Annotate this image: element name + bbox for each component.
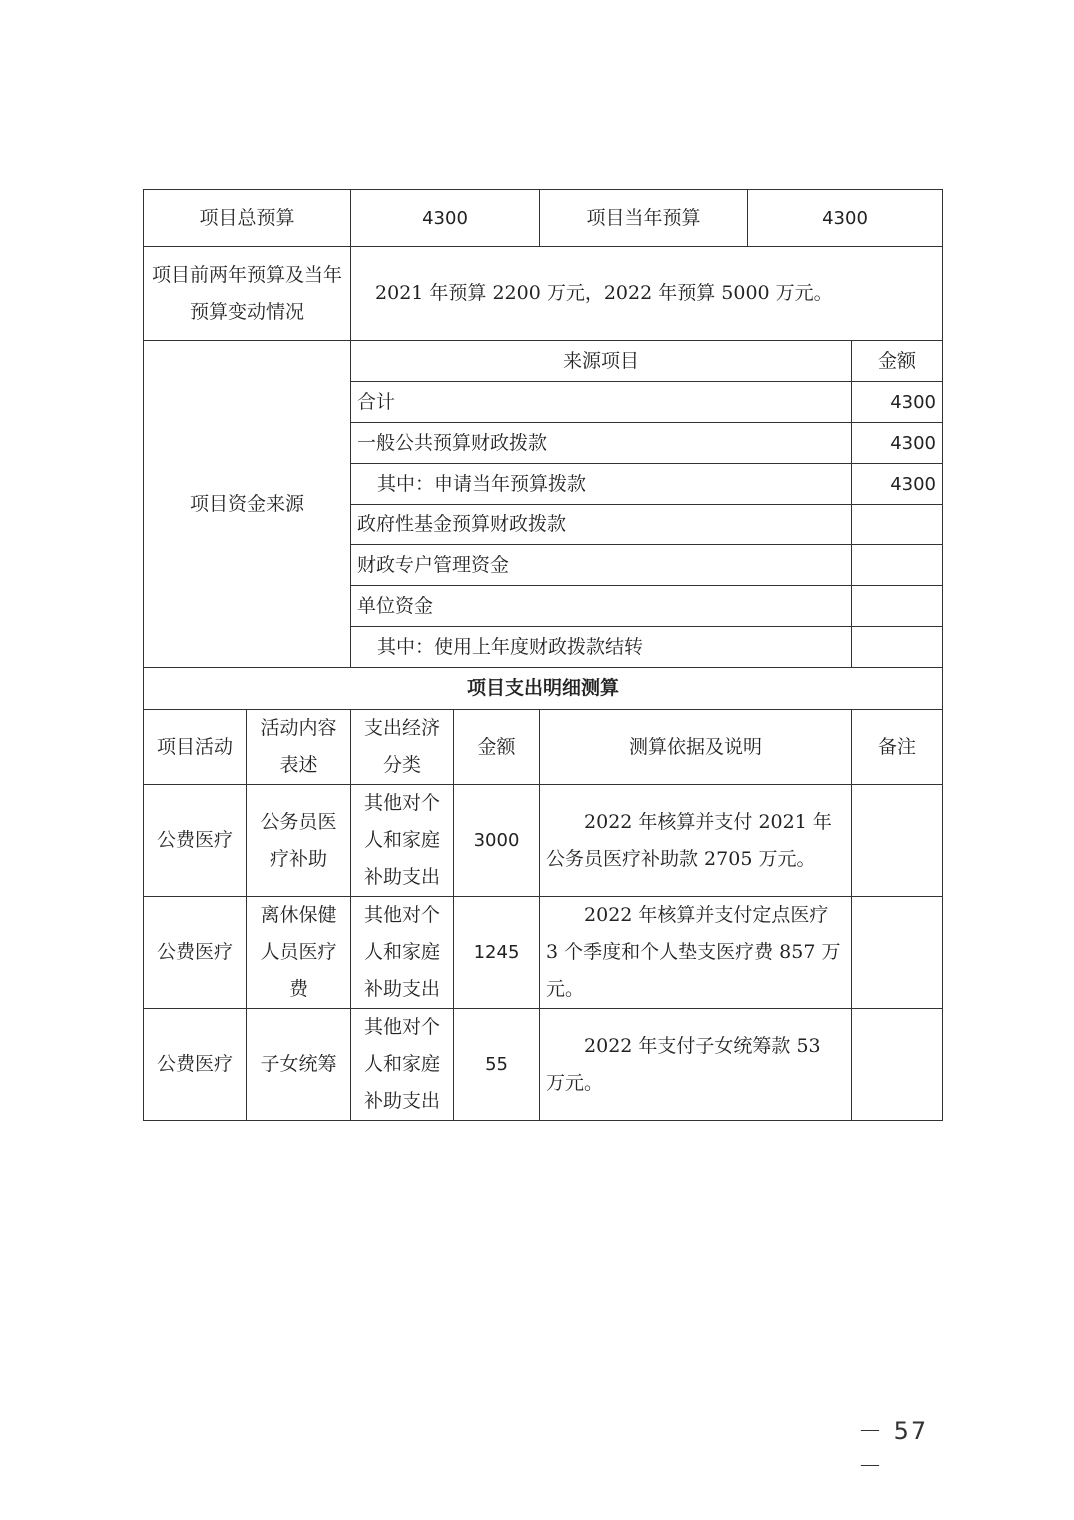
detail-note	[852, 897, 943, 1009]
detail-row	[144, 1009, 943, 1121]
detail-content: 子女统筹	[247, 1009, 351, 1121]
detail-basis: 2022 年核算并支付 2021 年公务员医疗补助款 2705 万元。	[546, 810, 832, 870]
funding-amount: 4300	[852, 382, 943, 423]
funding-source-name: 合计	[351, 382, 852, 423]
detail-basis: 2022 年支付子女统筹款 53 万元。	[546, 1034, 821, 1094]
detail-basis: 2022 年核算并支付定点医疗 3 个季度和个人垫支医疗费 857 万元。	[546, 904, 841, 1000]
total-budget-value: 4300	[351, 190, 540, 247]
total-budget-label: 项目总预算	[144, 190, 351, 247]
funding-source-name: 单位资金	[351, 586, 852, 627]
detail-activity: 公费医疗	[144, 1009, 247, 1121]
total-budget-row	[144, 190, 943, 247]
header-activity: 项目活动	[144, 710, 247, 785]
detail-activity: 公费医疗	[144, 897, 247, 1009]
current-year-budget-label: 项目当年预算	[540, 190, 748, 247]
detail-row	[144, 785, 943, 897]
funding-source-name: 一般公共预算财政拨款	[351, 423, 852, 464]
funding-amount	[852, 545, 943, 586]
detail-content: 公务员医疗补助	[247, 785, 351, 897]
detail-header-row	[144, 710, 943, 785]
header-amount: 金额	[454, 710, 540, 785]
detail-activity: 公费医疗	[144, 785, 247, 897]
funding-header-amount: 金额	[852, 341, 943, 382]
detail-basis-cell	[540, 785, 852, 897]
detail-note	[852, 785, 943, 897]
header-note: 备注	[852, 710, 943, 785]
header-category: 支出经济分类	[351, 710, 454, 785]
funding-header-source: 来源项目	[351, 341, 852, 382]
detail-basis-cell	[540, 1009, 852, 1121]
detail-basis-cell	[540, 897, 852, 1009]
budget-history-label: 项目前两年预算及当年预算变动情况	[144, 247, 351, 341]
funding-amount	[852, 586, 943, 627]
funding-source-name: 政府性基金预算财政拨款	[351, 505, 852, 545]
page-number: － 57 －	[858, 1417, 929, 1480]
detail-amount: 1245	[454, 897, 540, 1009]
header-content: 活动内容表述	[247, 710, 351, 785]
detail-amount: 3000	[454, 785, 540, 897]
funding-amount	[852, 505, 943, 545]
funding-source-name: 其中：使用上年度财政拨款结转	[351, 627, 852, 668]
funding-source-name: 财政专户管理资金	[351, 545, 852, 586]
funding-source-name: 其中：申请当年预算拨款	[351, 464, 852, 505]
budget-table	[143, 189, 943, 1121]
funding-header-row	[144, 341, 943, 382]
current-year-budget-value: 4300	[748, 190, 943, 247]
detail-title: 项目支出明细测算	[144, 668, 943, 710]
funding-amount	[852, 627, 943, 668]
funding-amount: 4300	[852, 423, 943, 464]
budget-history-row	[144, 247, 943, 341]
detail-amount: 55	[454, 1009, 540, 1121]
funding-label: 项目资金来源	[144, 341, 351, 668]
budget-history-text: 2021 年预算 2200 万元，2022 年预算 5000 万元。	[351, 247, 943, 341]
detail-content: 离休保健人员医疗费	[247, 897, 351, 1009]
detail-title-row	[144, 668, 943, 710]
header-basis: 测算依据及说明	[540, 710, 852, 785]
funding-amount: 4300	[852, 464, 943, 505]
detail-category: 其他对个人和家庭补助支出	[351, 1009, 454, 1121]
detail-category: 其他对个人和家庭补助支出	[351, 897, 454, 1009]
detail-row	[144, 897, 943, 1009]
detail-category: 其他对个人和家庭补助支出	[351, 785, 454, 897]
detail-note	[852, 1009, 943, 1121]
